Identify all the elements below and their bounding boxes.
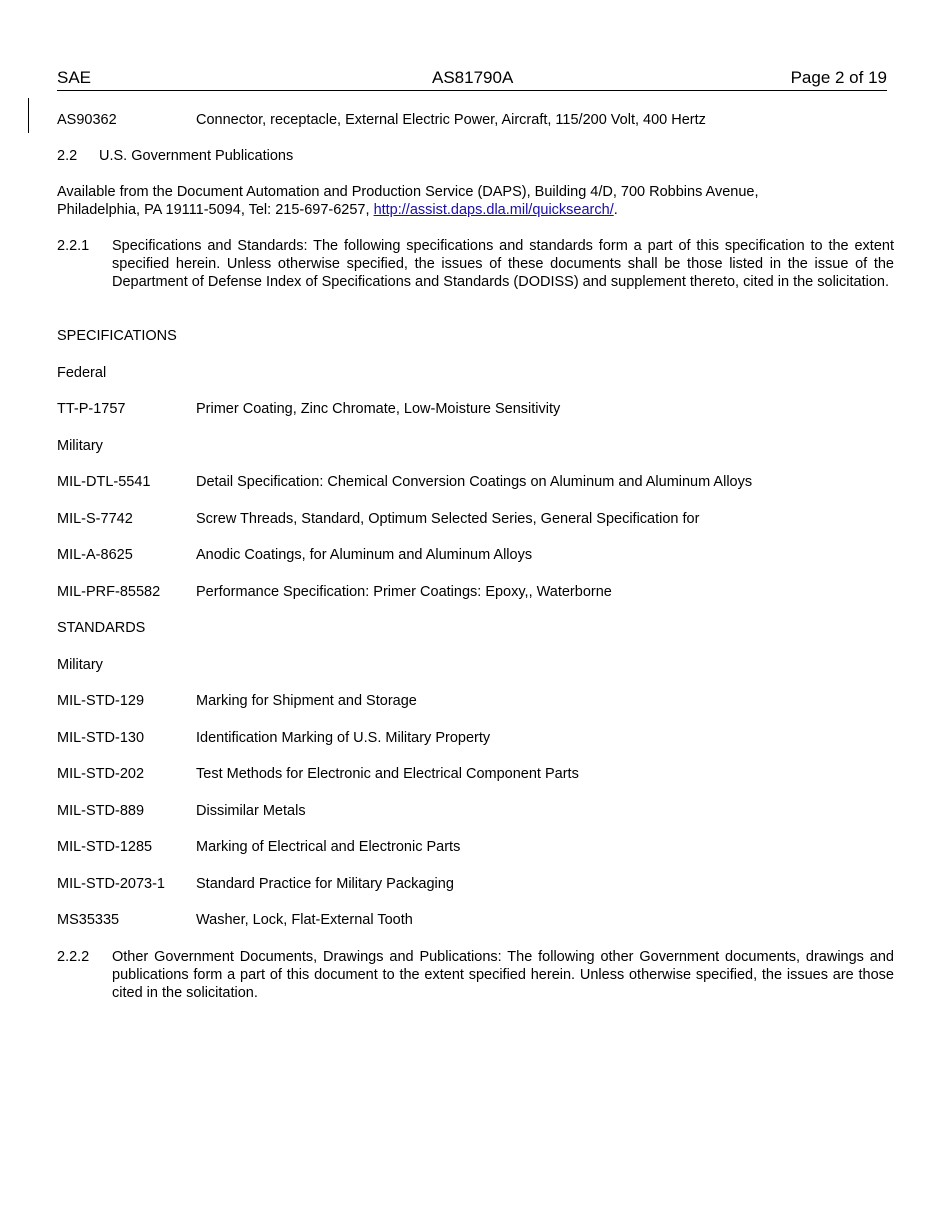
- revision-change-bar: [28, 98, 29, 133]
- section-2-2-1: [57, 237, 894, 309]
- header-page-number: Page 2 of 19: [790, 68, 887, 87]
- header-doc-number: AS81790A: [432, 68, 514, 87]
- standard-description: Standard Practice for Military Packaging: [196, 876, 454, 892]
- spec-code: MIL-S-7742: [57, 511, 133, 527]
- standard-code: MIL-STD-202: [57, 766, 145, 782]
- header-org: SAE: [57, 68, 92, 87]
- section-2-2-2: [57, 948, 894, 1002]
- reference-description: Connector, receptacle, External Electric Power, Aircraft, 115/200 Volt, 400 Hertz: [196, 112, 706, 128]
- spec-description: Detail Specification: Chemical Conversion Coatings on Aluminum and Aluminum Alloys: [196, 474, 753, 490]
- page-header: [57, 68, 887, 91]
- spec-description: Screw Threads, Standard, Optimum Selected Series, General Specification for: [196, 511, 700, 527]
- section-number: 2.2.2: [57, 949, 90, 965]
- section-number: 2.2: [57, 148, 78, 164]
- standard-description: Marking of Electrical and Electronic Parts: [196, 839, 461, 855]
- standard-description: Marking for Shipment and Storage: [196, 693, 417, 709]
- military-heading: Military: [57, 657, 103, 673]
- standard-description: Test Methods for Electronic and Electrical Component Parts: [196, 766, 579, 782]
- standard-code: MIL-STD-130: [57, 730, 145, 746]
- standard-description: Identification Marking of U.S. Military Property: [196, 730, 491, 746]
- availability-end: .: [613, 202, 618, 218]
- spec-description: Anodic Coatings, for Aluminum and Aluminum Alloys: [196, 547, 533, 563]
- spec-code: MIL-PRF-85582: [57, 584, 161, 600]
- spec-code: TT-P-1757: [57, 401, 126, 417]
- availability-paragraph: [57, 183, 817, 219]
- standard-code: MIL-STD-2073-1: [57, 876, 165, 892]
- standards-heading: STANDARDS: [57, 620, 146, 636]
- section-text: Specifications and Standards: The following specifications and standards form a part of this specification to the extent specified herein. Unless otherwise specified, the issues of these documents shall be those listed in the issue of the Department of Defense Index of Specifications and Standards (DODISS) and supplement thereto, cited in the solicitation.: [112, 238, 894, 290]
- standard-code: MS35335: [57, 912, 120, 928]
- federal-heading: Federal: [57, 365, 107, 381]
- spec-description: Primer Coating, Zinc Chromate, Low-Moisture Sensitivity: [196, 401, 561, 417]
- section-title: U.S. Government Publications: [99, 148, 294, 164]
- quicksearch-link[interactable]: http://assist.daps.dla.mil/quicksearch/: [373, 202, 614, 218]
- standard-description: Washer, Lock, Flat-External Tooth: [196, 912, 413, 928]
- standard-description: Dissimilar Metals: [196, 803, 306, 819]
- spec-code: MIL-DTL-5541: [57, 474, 151, 490]
- section-number: 2.2.1: [57, 238, 90, 254]
- spec-description: Performance Specification: Primer Coatings: Epoxy,, Waterborne: [196, 584, 612, 600]
- section-text: Other Government Documents, Drawings and Publications: The following other Government documents, drawings and publications form a part of this document to the extent specified herein. Unless otherwise specified, the issues are those cited in the solicitation.: [112, 949, 894, 1001]
- military-heading: Military: [57, 438, 103, 454]
- standard-code: MIL-STD-1285: [57, 839, 153, 855]
- standard-code: MIL-STD-889: [57, 803, 145, 819]
- spec-code: MIL-A-8625: [57, 547, 133, 563]
- standard-code: MIL-STD-129: [57, 693, 145, 709]
- availability-text: Available from the Document Automation and Production Service (DAPS), Building 4/D, 700 Robbins Avenue, Philadelphia, PA 19111-5094, Tel: 215-697-6257,: [57, 184, 759, 218]
- reference-code: AS90362: [57, 112, 117, 128]
- specifications-heading: SPECIFICATIONS: [57, 328, 177, 344]
